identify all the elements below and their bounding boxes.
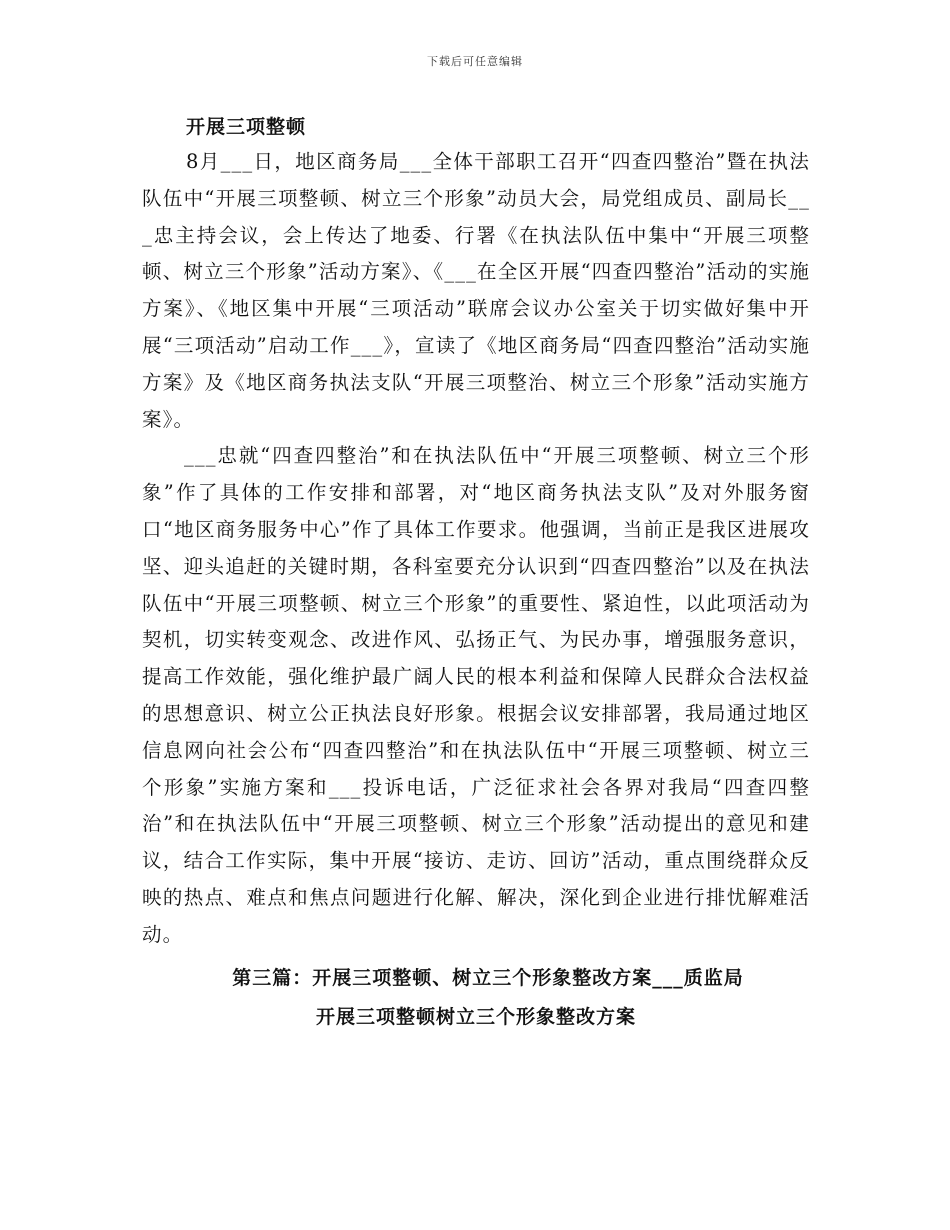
part-heading: 第三篇：开展三项整顿、树立三个形象整改方案___质监局 [232, 966, 744, 989]
document-body [142, 110, 810, 1035]
paragraph-meeting-summary: 8月___日，地区商务局___全体干部职工召开“四查四整治”暨在执法队伍中“开展三项整顿、树立三个形象”动员大会，局党组成员、副局长___忠主持会议，会上传达了地委、行署《在执法队伍中集中“开展三项整顿、树立三个形象”活动方案》、《___在全区开展“四查四整治”活动的实施方案》、《地区集中开展“三项活动”联席会议办公室关于切实做好集中开展“三项活动”启动工作___》，宣读了《地区商务局“四查四整治”活动实施方案》及《地区商务执法支队“开展三项整治、树立三个形象”活动实施方案》。 [142, 150, 810, 431]
page-header-note: 下载后可任意编辑 [427, 55, 523, 68]
paragraph-work-arrangement: ___忠就“四查四整治”和在执法队伍中“开展三项整顿、树立三个形象”作了具体的工作安排和部署，对“地区商务执法支队”及对外服务窗口“地区商务服务中心”作了具体工作要求。他强调，当前正是我区进展攻坚、迎头追赶的关键时期，各科室要充分认识到“四查四整治”以及在执法队伍中“开展三项整顿、树立三个形象”的重要性、紧迫性，以此项活动为契机，切实转变观念、改进作风、弘扬正气、为民办事，增强服务意识，提高工作效能，强化维护最广阔人民的根本利益和保障人民群众合法权益的思想意识、树立公正执法良好形象。根据会议安排部署，我局通过地区信息网向社会公布“四查四整治”和在执法队伍中“开展三项整顿、树立三个形象”实施方案和___投诉电话，广泛征求社会各界对我局“四查四整治”和在执法队伍中“开展三项整顿、树立三个形象”活动提出的意见和建议，结合工作实际，集中开展“接访、走访、回访”活动，重点围绕群众反映的热点、难点和焦点问题进行化解、解决，深化到企业进行排忧解难活动。 [142, 444, 810, 946]
sub-heading: 开展三项整顿树立三个形象整改方案 [315, 1005, 636, 1028]
section-title: 开展三项整顿 [186, 116, 307, 138]
